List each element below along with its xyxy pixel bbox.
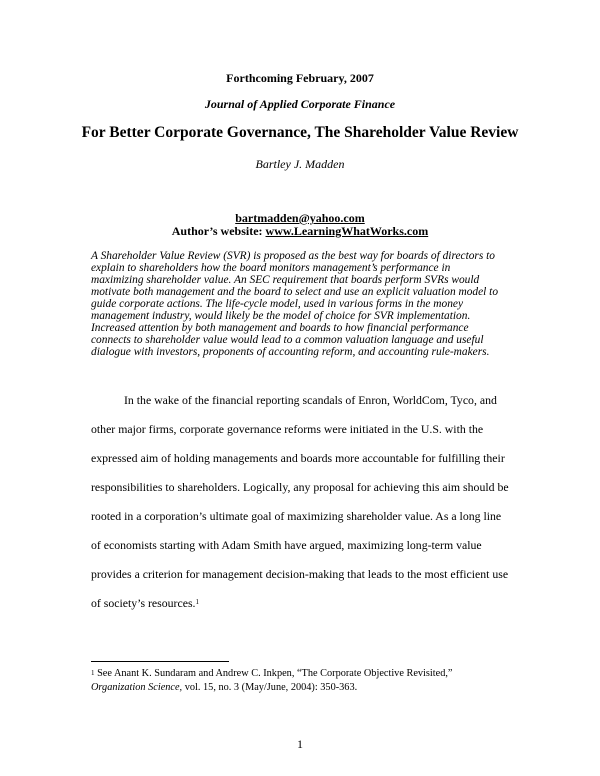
abstract-line: motivate both management and the board to select and use an explicit valuation model to bbox=[91, 286, 499, 298]
abstract-line: guide corporate actions. The life-cycle model, used in various forms in the money bbox=[91, 298, 464, 310]
footnote-line bbox=[91, 667, 521, 681]
footnote-line bbox=[91, 681, 521, 695]
body-line: rooted in a corporation’s ultimate goal of maximizing shareholder value. As a long line bbox=[91, 509, 502, 523]
footnote bbox=[91, 667, 521, 695]
abstract-line: A Shareholder Value Review (SVR) is proposed as the best way for boards of directors to bbox=[91, 250, 496, 262]
body-line-text: of society’s resources. bbox=[91, 596, 196, 610]
email-link[interactable]: bartmadden@yahoo.com bbox=[235, 211, 365, 225]
body-line: of economists starting with Adam Smith have argued, maximizing long-term value bbox=[91, 538, 482, 552]
abstract-line: maximizing shareholder value. An SEC requirement that boards perform SVRs would bbox=[91, 274, 480, 286]
abstract-line: dialogue with investors, proponents of accounting reform, and accounting rule-makers. bbox=[91, 346, 490, 358]
forthcoming-date: Forthcoming February, 2007 bbox=[226, 71, 374, 85]
body-paragraph bbox=[91, 386, 521, 618]
body-line: other major firms, corporate governance reforms were initiated in the U.S. with the bbox=[91, 422, 484, 436]
body-line: expressed aim of holding managements and boards more accountable for fulfilling their bbox=[91, 451, 505, 465]
abstract-line: Increased attention by both management and boards to how financial performance bbox=[91, 322, 469, 334]
website-link[interactable]: www.LearningWhatWorks.com bbox=[265, 224, 429, 238]
abstract-line: management industry, would likely be the model of choice for SVR implementation. bbox=[91, 310, 471, 322]
footnote-citation-details: vol. 15, no. 3 (May/June, 2004): 350-363. bbox=[182, 682, 358, 693]
abstract-line: explain to shareholders how the board monitors management’s performance in bbox=[91, 262, 451, 274]
body-line: In the wake of the financial reporting scandals of Enron, WorldCom, Tyco, and bbox=[124, 393, 497, 407]
footnote-divider bbox=[91, 661, 229, 662]
footnote-citation-text: See Anant K. Sundaram and Andrew C. Inkpen, “The Corporate Objective Revisited,” bbox=[94, 668, 453, 679]
page-number: 1 bbox=[297, 737, 303, 751]
abstract-line: connects to shareholder value would lead to a common valuation language and useful bbox=[91, 334, 484, 346]
footnote-reference[interactable]: 1 bbox=[195, 598, 200, 606]
body-line: responsibilities to shareholders. Logically, any proposal for achieving this aim should be bbox=[91, 480, 509, 494]
body-line: provides a criterion for management decision-making that leads to the most efficient use bbox=[91, 567, 509, 581]
paper-title: For Better Corporate Governance, The Shareholder Value Review bbox=[81, 124, 519, 141]
author-name: Bartley J. Madden bbox=[255, 157, 345, 171]
footnote-mark: 1 bbox=[91, 669, 95, 677]
author-website-line bbox=[0, 224, 600, 239]
abstract bbox=[91, 250, 521, 358]
footnote-journal: Organization Science, bbox=[91, 682, 183, 693]
body-line bbox=[91, 589, 521, 618]
journal-name: Journal of Applied Corporate Finance bbox=[204, 97, 396, 111]
website-label: Author’s website: bbox=[171, 224, 266, 238]
